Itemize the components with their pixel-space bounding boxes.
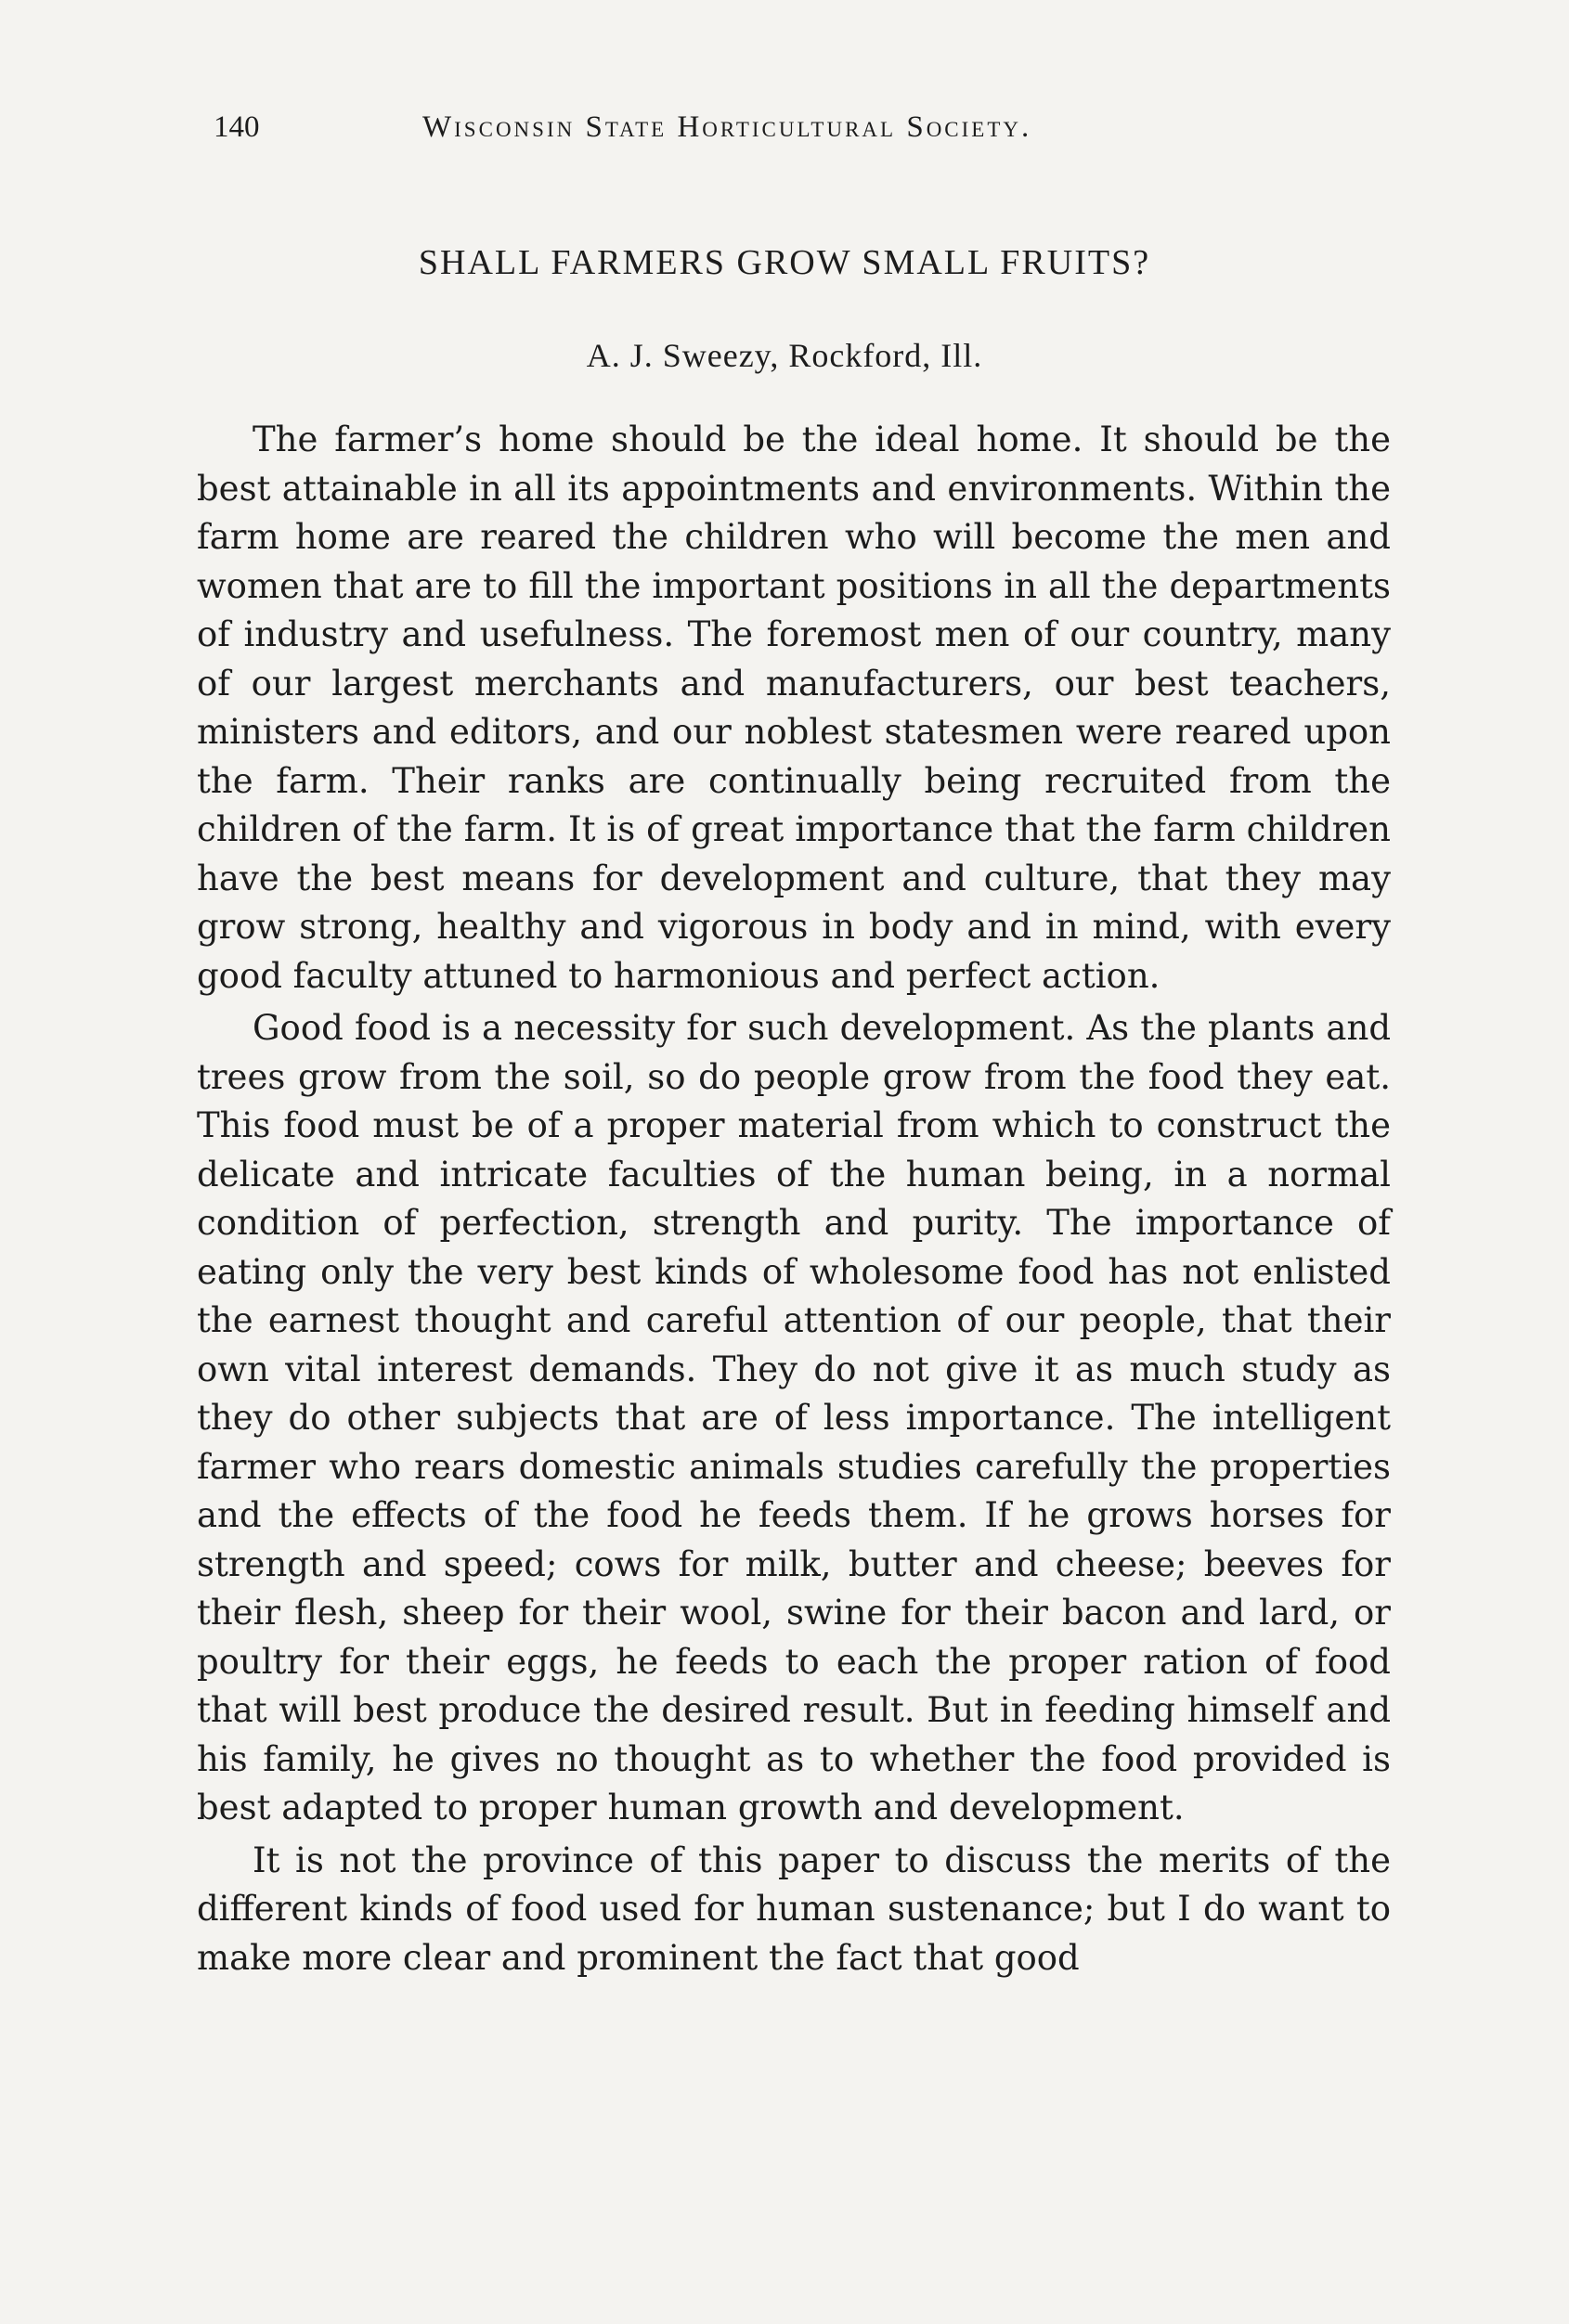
page-number: 140: [214, 110, 260, 144]
paragraph-2: Good food is a necessity for such development. As the plants and trees grow from the soil, so do people grow from the food they eat. This food must be of a proper material from which to construct the delicate and intricate faculties of the human being, in a normal condition of perfection, strength and purity. The importance of eating only the very best kinds of wholesome food has not enlisted the earnest thought and careful attention of our people, that their own vital interest demands. They do not give it as much study as they do other subjects that are of less importance. The intelligent farmer who rears domestic animals studies carefully the properties and the effects of the food he feeds them. If he grows horses for strength and speed; cows for milk, butter and cheese; beeves for their flesh, sheep for their wool, swine for their bacon and lard, or poultry for their eggs, he feeds to each the proper ration of food that will best produce the desired result. But in feeding himself and his family, he gives no thought as to whether the food provided is best adapted to proper human growth and development.: [197, 1008, 1391, 1827]
article-title: SHALL FARMERS GROW SMALL FRUITS?: [418, 243, 1151, 282]
running-header: [214, 104, 1216, 150]
author-byline: A. J. Sweezy, Rockford, Ill.: [586, 337, 983, 374]
article-body: [197, 416, 1391, 1982]
journal-title: Wisconsin State Horticultural Society.: [422, 110, 1032, 144]
paragraph-3: It is not the province of this paper to discuss the merits of the different kinds of food used for human sustenance; but I do want to make more clear and prominent the fact that good: [197, 1840, 1391, 1978]
paragraph-1: The farmer’s home should be the ideal home. It should be the best attainable in all its appointments and environments. Within the farm home are reared the children who will become the men and women that are to fill the important positions in all the departments of industry and usefulness. The foremost men of our country, many of our largest merchants and manufacturers, our best teachers, ministers and editors, and our noblest statesmen were reared upon the farm. Their ranks are continually being recruited from the children of the farm. It is of great importance that the farm children have the best means for development and culture, that they may grow strong, healthy and vigorous in body and in mind, with every good faculty attuned to harmonious and perfect action.: [197, 420, 1391, 996]
